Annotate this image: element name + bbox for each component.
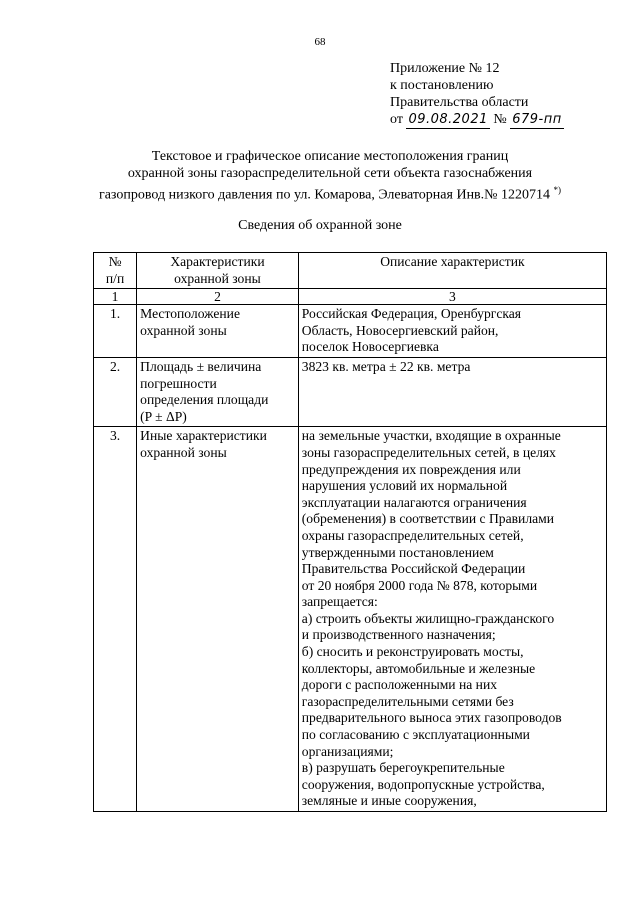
from-label: от (390, 112, 403, 127)
column-number: 3 (298, 289, 606, 305)
appendix-resolution: к постановлению (390, 78, 494, 93)
footnote-mark: *) (553, 185, 562, 195)
header-characteristics: Характеристики охранной зоны (137, 253, 299, 289)
header-description: Описание характеристик (298, 253, 606, 289)
table-row (94, 427, 607, 812)
row-description: 3823 кв. метра ± 22 кв. метра (298, 357, 606, 426)
page-number: 68 (314, 36, 326, 48)
table-header-row (94, 253, 607, 289)
row-number: 2. (94, 357, 137, 426)
appendix-title: Приложение № 12 (390, 61, 500, 76)
row-characteristic: Иные характеристики охранной зоны (137, 427, 299, 812)
protection-zone-table (93, 252, 607, 812)
header-num: № п/п (94, 253, 137, 289)
number-label: № (493, 112, 507, 127)
handwritten-number: 679-пп (512, 112, 562, 127)
handwritten-date: 09.08.2021 (408, 112, 488, 127)
appendix-date-line (390, 111, 564, 129)
row-characteristic: Площадь ± величина погрешности определения площади (P ± ΔP) (137, 357, 299, 426)
column-number-row (94, 289, 607, 305)
table-row (94, 305, 607, 358)
row-number: 1. (94, 305, 137, 358)
table-row (94, 357, 607, 426)
appendix-block (390, 60, 564, 129)
column-number: 1 (94, 289, 137, 305)
section-subtitle: Сведения об охранной зоне (238, 218, 402, 233)
row-description: на земельные участки, входящие в охранные зоны газораспределительных сетей, в целях предупреждения их повреждения или нарушения условий их нормальной эксплуатации налагаются ограничения (обременения) в соответствии с Правилами охраны газораспределительных сетей, утвержденными постановлением Правительства Российской Федерации от 20 ноября 2000 года № 878, которыми запрещается: а) строить объекты жилищно-гражданского и производственного назначения; б) сносить и реконструировать мосты, коллекторы, автомобильные и железные дороги с расположенными на них газораспределительными сетями без предварительного выноса этих газопроводов по согласованию с эксплуатационными организациями; в) разрушать берегоукрепительные сооружения, водопропускные устройства, земляные и иные сооружения, (298, 427, 606, 812)
title-line-3: газопровод низкого давления по ул. Комарова, Элеваторная Инв.№ 1220714 *) (98, 185, 562, 203)
appendix-government: Правительства области (390, 95, 529, 110)
title-line-1: Текстовое и графическое описание местоположения границ (151, 149, 509, 164)
title-line-2: охранной зоны газораспределительной сети объекта газоснабжения (127, 166, 533, 181)
row-characteristic: Местоположение охранной зоны (137, 305, 299, 358)
row-number: 3. (94, 427, 137, 812)
document-title (60, 148, 600, 204)
column-number: 2 (137, 289, 299, 305)
row-description: Российская Федерация, Оренбургская Область, Новосергиевский район, поселок Новосергиевка (298, 305, 606, 358)
